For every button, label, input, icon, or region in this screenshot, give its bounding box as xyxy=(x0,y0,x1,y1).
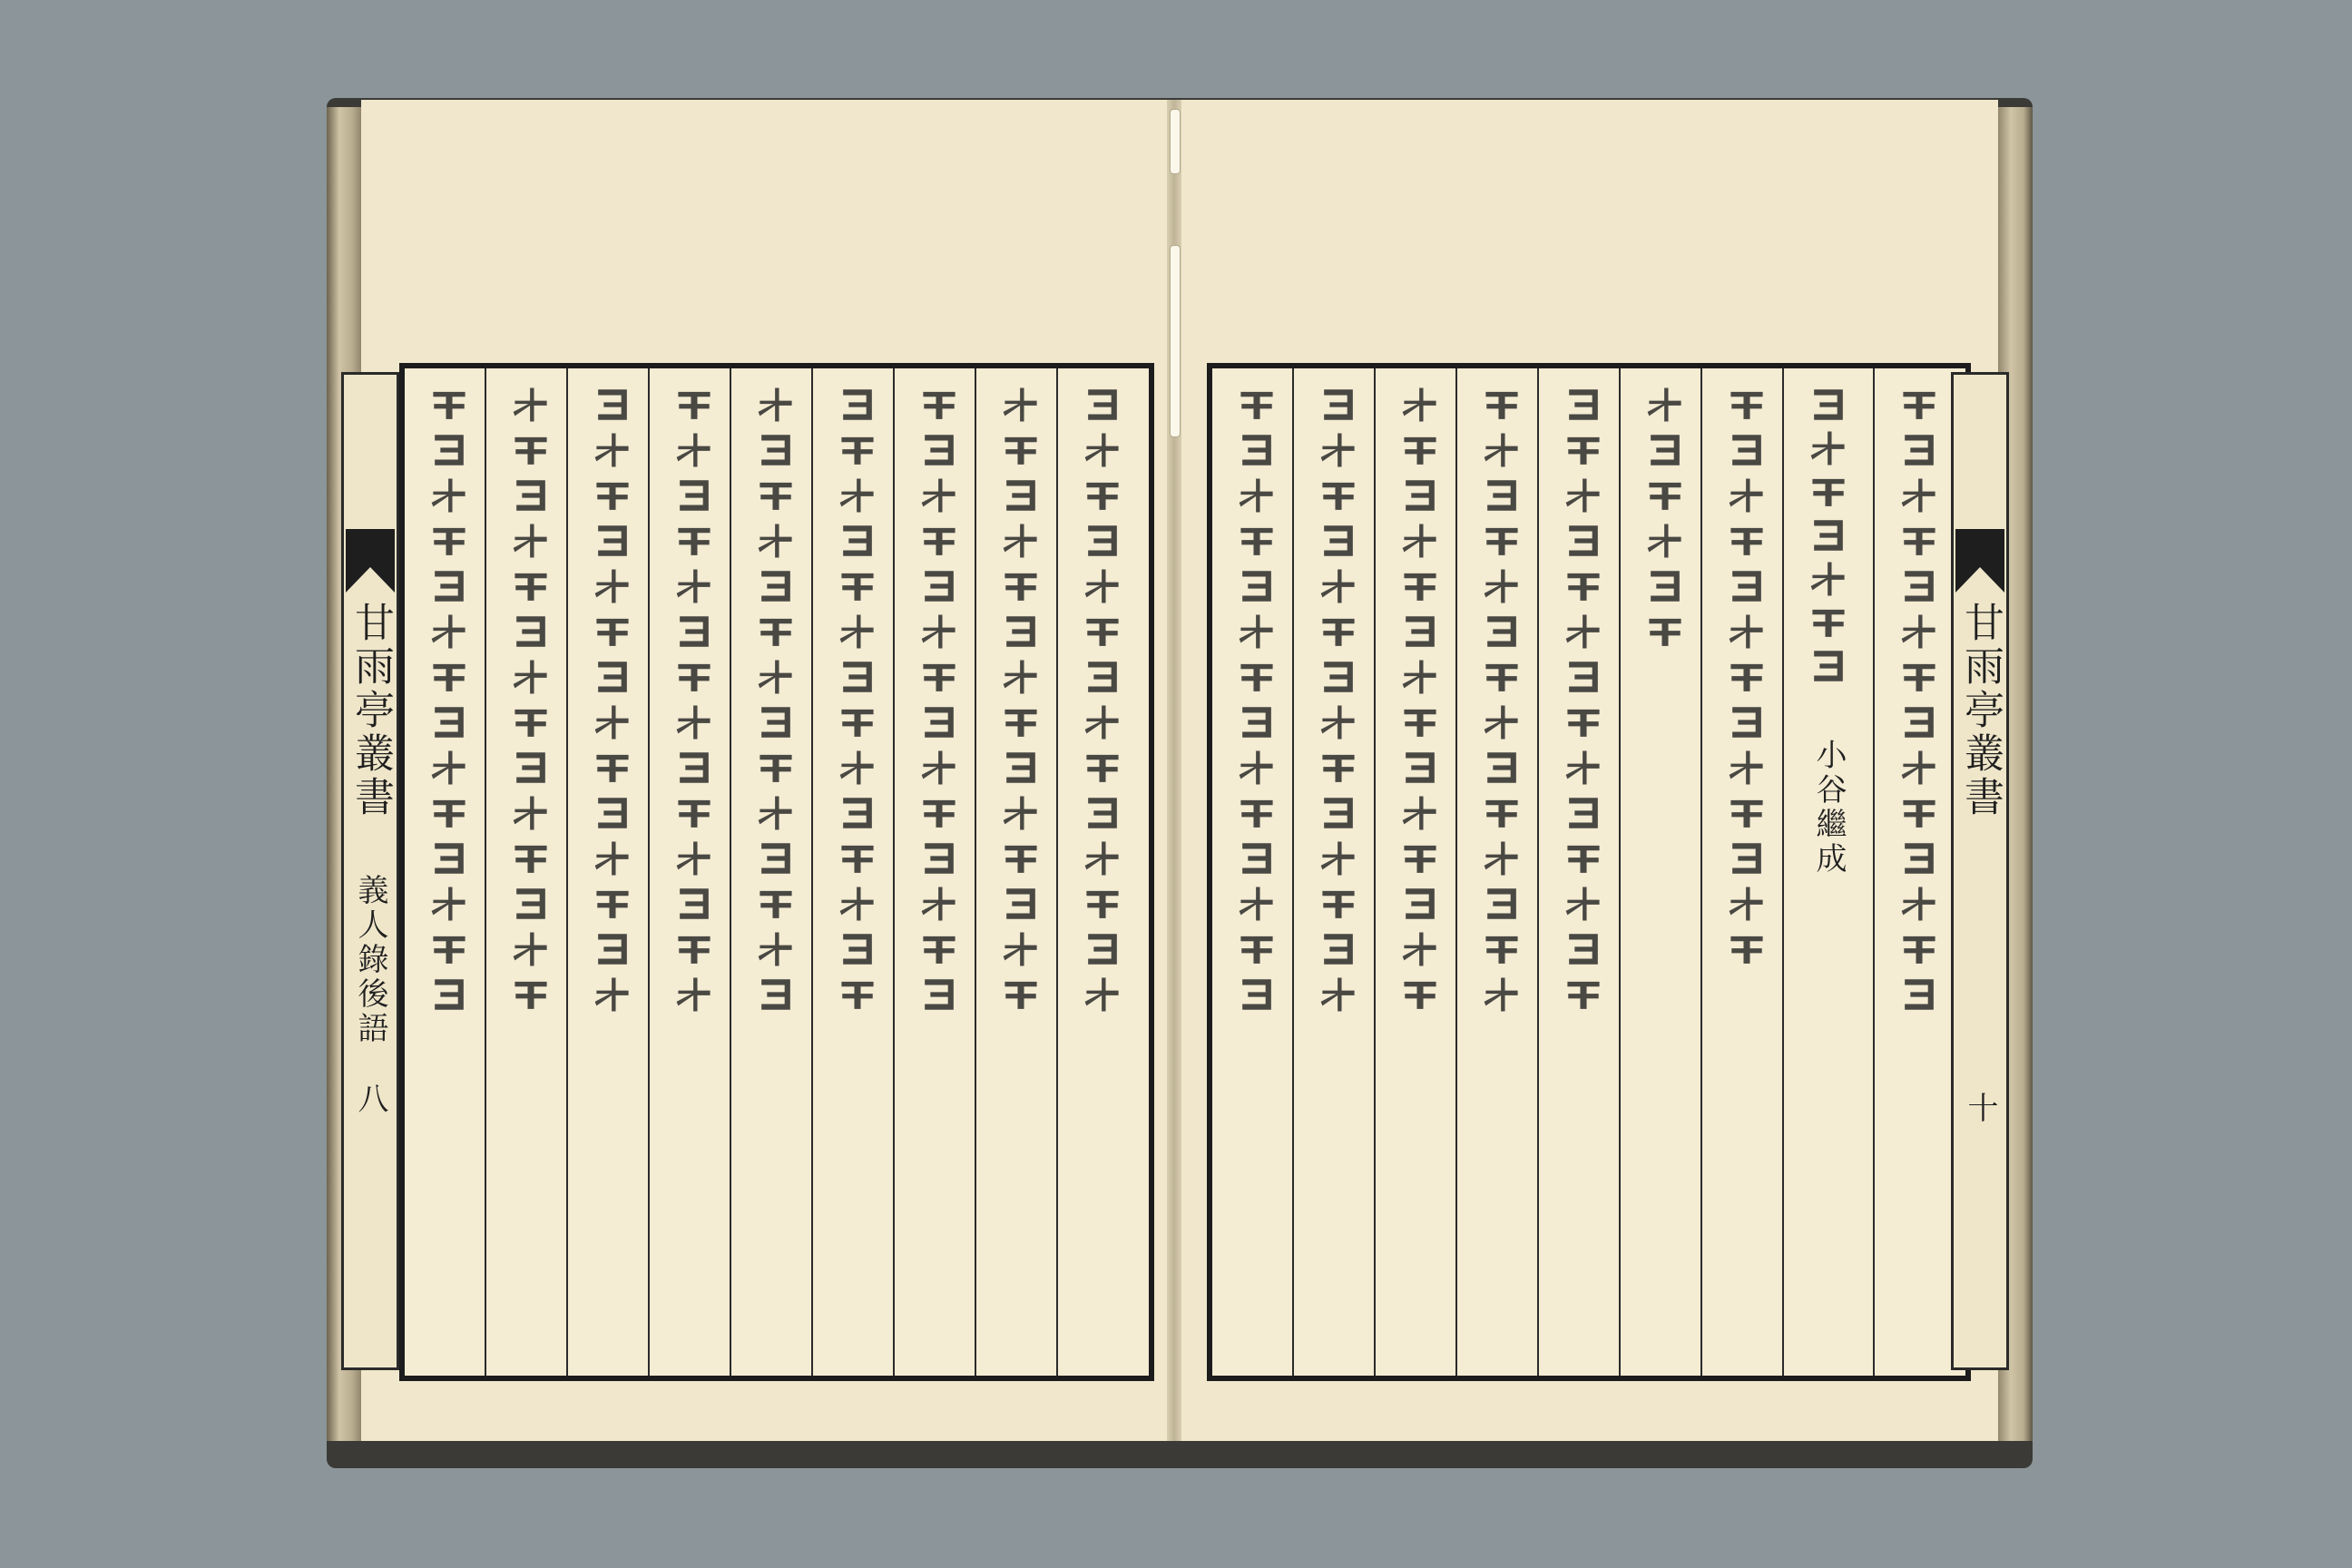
series-title: 甘雨亭叢書 xyxy=(348,602,394,819)
left-text-column xyxy=(744,385,808,1359)
left-text-column xyxy=(499,385,563,1359)
author-name: 小谷繼成 xyxy=(1810,739,1847,877)
left-page-margin-column xyxy=(341,372,399,1370)
folio-number: 十 xyxy=(1962,1092,1998,1126)
fishtail-ornament xyxy=(1955,529,2004,593)
left-text-column xyxy=(417,385,481,1359)
binding-thread-middle xyxy=(1170,245,1181,437)
right-text-column xyxy=(1552,385,1615,1359)
left-text-column xyxy=(581,385,644,1359)
left-text-column xyxy=(662,385,726,1359)
right-text-column xyxy=(1307,385,1370,1359)
right-text-column xyxy=(1887,385,1951,1359)
left-text-column xyxy=(1071,385,1134,1359)
folio-number: 八 xyxy=(352,1083,388,1117)
series-title: 甘雨亭叢書 xyxy=(1957,602,2004,819)
right-text-column xyxy=(1797,385,1860,1359)
left-text-frame xyxy=(399,363,1154,1381)
right-text-column xyxy=(1715,385,1779,1359)
fishtail-ornament xyxy=(346,529,395,593)
binding-thread-top xyxy=(1170,109,1181,174)
section-title: 義人錄後語 xyxy=(352,874,388,1046)
left-text-column xyxy=(826,385,889,1359)
right-text-column xyxy=(1470,385,1534,1359)
right-text-column xyxy=(1388,385,1452,1359)
left-text-column xyxy=(907,385,971,1359)
right-text-column xyxy=(1225,385,1289,1359)
left-text-column xyxy=(989,385,1053,1359)
right-text-column xyxy=(1633,385,1697,1359)
right-text-frame xyxy=(1207,363,1971,1381)
right-page-margin-column xyxy=(1951,372,2009,1370)
